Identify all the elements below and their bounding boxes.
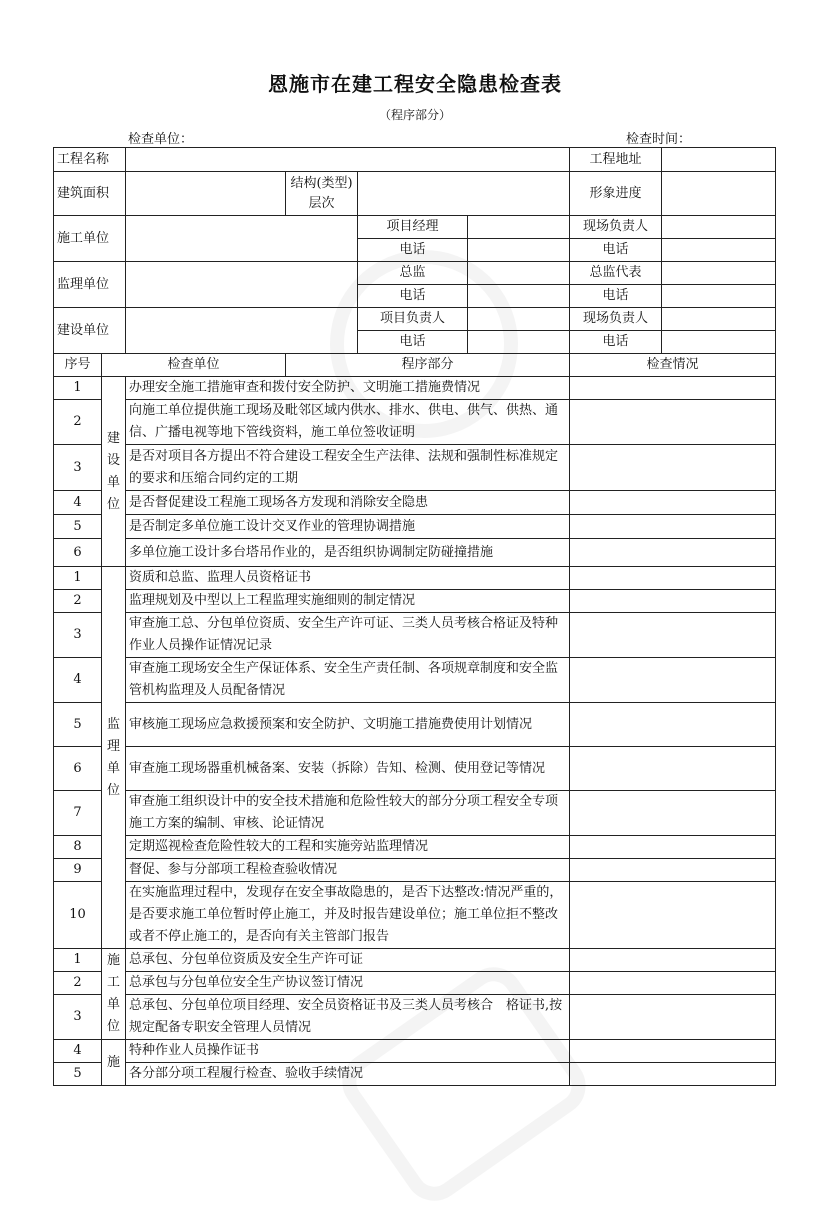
group-label — [102, 377, 126, 567]
check-result-cell[interactable] — [570, 658, 776, 703]
table-row — [54, 590, 776, 613]
check-unit-label: 检查单位： — [128, 132, 194, 147]
row-number: 7 — [54, 791, 102, 836]
project-manager-value[interactable] — [468, 216, 570, 239]
site-leader-label: 现场负责人 — [570, 308, 662, 331]
phone-label: 电话 — [358, 331, 468, 354]
phone-value[interactable] — [662, 285, 776, 308]
project-name-label: 工程名称 — [54, 148, 126, 172]
table-row — [54, 703, 776, 747]
row-number: 1 — [54, 567, 102, 590]
check-result-cell[interactable] — [570, 859, 776, 882]
row-number: 2 — [54, 972, 102, 995]
row-number: 9 — [54, 859, 102, 882]
check-result-cell[interactable] — [570, 445, 776, 491]
phone-label: 电话 — [570, 285, 662, 308]
table-row — [54, 400, 776, 445]
check-item-text: 资质和总监、监理人员资格证书 — [126, 567, 570, 590]
group-label — [102, 1040, 126, 1086]
column-program: 程序部分 — [286, 354, 570, 377]
row-number: 2 — [54, 400, 102, 445]
check-item-text: 各分部分项工程履行检查、验收手续情况 — [126, 1063, 570, 1086]
check-item-text: 审查施工现场安全生产保证体系、安全生产责任制、各项规章制度和安全监管机构监理及人员配备情况 — [126, 658, 570, 703]
table-row — [54, 1040, 776, 1063]
row-number: 3 — [54, 613, 102, 658]
owner-unit-label: 建设单位 — [54, 308, 126, 354]
phone-value[interactable] — [468, 239, 570, 262]
inspection-table — [53, 147, 776, 1086]
row-project-name — [54, 148, 776, 172]
phone-label: 电话 — [570, 239, 662, 262]
row-number: 3 — [54, 445, 102, 491]
check-item-text: 审查施工现场器重机械备案、安装（拆除）告知、检测、使用登记等情况 — [126, 747, 570, 791]
row-number: 4 — [54, 1040, 102, 1063]
group-label — [102, 949, 126, 1040]
site-leader-label: 现场负责人 — [570, 216, 662, 239]
table-row — [54, 1063, 776, 1086]
phone-value[interactable] — [662, 239, 776, 262]
group-label-text: 建设单位 — [106, 430, 120, 512]
row-number: 10 — [54, 882, 102, 949]
check-item-text: 办理安全施工措施审查和拨付安全防护、文明施工措施费情况 — [126, 377, 570, 400]
check-result-cell[interactable] — [570, 515, 776, 539]
check-item-text: 向施工单位提供施工现场及毗邻区域内供水、排水、供电、供气、供热、通信、广播电视等地下管线资料，施工单位签收证明 — [126, 400, 570, 445]
check-result-cell[interactable] — [570, 1040, 776, 1063]
table-row — [54, 836, 776, 859]
row-number: 5 — [54, 1063, 102, 1086]
check-result-cell[interactable] — [570, 882, 776, 949]
check-item-text: 总承包与分包单位安全生产协议签订情况 — [126, 972, 570, 995]
building-area-value[interactable] — [126, 172, 286, 216]
phone-label: 电话 — [358, 239, 468, 262]
project-leader-value[interactable] — [468, 308, 570, 331]
row-number: 5 — [54, 703, 102, 747]
check-result-cell[interactable] — [570, 400, 776, 445]
project-address-label: 工程地址 — [570, 148, 662, 172]
group-label-text: 监理单位 — [106, 716, 120, 798]
row-number: 1 — [54, 949, 102, 972]
page-subtitle: （程序部分） — [378, 108, 451, 122]
phone-label: 电话 — [570, 331, 662, 354]
table-row — [54, 658, 776, 703]
row-number: 8 — [54, 836, 102, 859]
check-item-text: 审查施工组织设计中的安全技术措施和危险性较大的部分分项工程安全专项施工方案的编制、审核、论证情况 — [126, 791, 570, 836]
column-no: 序号 — [54, 354, 102, 377]
construction-unit-value[interactable] — [126, 216, 358, 262]
chief-rep-label: 总监代表 — [570, 262, 662, 285]
project-name-value[interactable] — [126, 148, 570, 172]
check-item-text: 监理规划及中型以上工程监理实施细则的制定情况 — [126, 590, 570, 613]
row-number: 2 — [54, 590, 102, 613]
construction-unit-label: 施工单位 — [54, 216, 126, 262]
row-number: 5 — [54, 515, 102, 539]
chief-rep-value[interactable] — [662, 262, 776, 285]
structure-label: 结构(类型)层次 — [286, 172, 358, 216]
check-item-text: 总承包、分包单位项目经理、安全员资格证书及三类人员考核合 格证书,按规定配备专职安全管理人员情况 — [126, 995, 570, 1040]
column-result: 检查情况 — [570, 354, 776, 377]
table-row — [54, 613, 776, 658]
check-result-cell[interactable] — [570, 703, 776, 747]
owner-unit-value[interactable] — [126, 308, 358, 354]
check-item-text: 在实施监理过程中，发现存在安全事故隐患的，是否下达整改:情况严重的，是否要求施工单位暂时停止施工，并及时报告建设单位；施工单位拒不整改或者不停止施工的，是否向有关主管部门报告 — [126, 882, 570, 949]
row-building-area — [54, 172, 776, 216]
project-leader-label: 项目负责人 — [358, 308, 468, 331]
check-item-text: 总承包、分包单位资质及安全生产许可证 — [126, 949, 570, 972]
check-item-text: 是否督促建设工程施工现场各方发现和消除安全隐患 — [126, 491, 570, 515]
column-header-row — [54, 354, 776, 377]
row-owner-unit — [54, 308, 776, 331]
group-label-text: 施 — [106, 1054, 120, 1070]
check-result-cell[interactable] — [570, 567, 776, 590]
check-result-cell[interactable] — [570, 613, 776, 658]
check-result-cell[interactable] — [570, 995, 776, 1040]
table-row — [54, 747, 776, 791]
table-row — [54, 377, 776, 400]
check-result-cell[interactable] — [570, 836, 776, 859]
group-label — [102, 567, 126, 949]
row-number: 4 — [54, 491, 102, 515]
check-result-cell[interactable] — [570, 1063, 776, 1086]
check-item-text: 督促、参与分部项工程检查验收情况 — [126, 859, 570, 882]
check-result-cell[interactable] — [570, 491, 776, 515]
row-construction-unit — [54, 216, 776, 239]
check-item-text: 多单位施工设计多台塔吊作业的，是否组织协调制定防碰撞措施 — [126, 539, 570, 567]
table-row — [54, 949, 776, 972]
check-item-text: 审查施工总、分包单位资质、安全生产许可证、三类人员考核合格证及特种作业人员操作证情况记录 — [126, 613, 570, 658]
project-address-value[interactable] — [662, 148, 776, 172]
table-row — [54, 567, 776, 590]
table-row — [54, 882, 776, 949]
supervision-unit-value[interactable] — [126, 262, 358, 308]
check-result-cell[interactable] — [570, 791, 776, 836]
phone-label: 电话 — [358, 285, 468, 308]
table-row — [54, 995, 776, 1040]
row-supervision-unit — [54, 262, 776, 285]
check-result-cell[interactable] — [570, 377, 776, 400]
table-row — [54, 972, 776, 995]
check-result-cell[interactable] — [570, 539, 776, 567]
chief-supervisor-label: 总监 — [358, 262, 468, 285]
table-row — [54, 859, 776, 882]
table-row — [54, 515, 776, 539]
row-number: 6 — [54, 539, 102, 567]
check-result-cell[interactable] — [570, 747, 776, 791]
table-row — [54, 445, 776, 491]
row-number: 1 — [54, 377, 102, 400]
check-item-text: 是否对项目各方提出不符合建设工程安全生产法律、法规和强制性标准规定的要求和压缩合同约定的工期 — [126, 445, 570, 491]
site-leader-value[interactable] — [662, 308, 776, 331]
check-result-cell[interactable] — [570, 949, 776, 972]
building-area-label: 建筑面积 — [54, 172, 126, 216]
table-row — [54, 491, 776, 515]
check-item-text: 是否制定多单位施工设计交叉作业的管理协调措施 — [126, 515, 570, 539]
check-time-label: 检查时间： — [626, 132, 692, 147]
project-manager-label: 项目经理 — [358, 216, 468, 239]
table-row — [54, 539, 776, 567]
row-number: 6 — [54, 747, 102, 791]
check-result-cell[interactable] — [570, 590, 776, 613]
check-item-text: 特种作业人员操作证书 — [126, 1040, 570, 1063]
page-title: 恩施市在建工程安全隐患检查表 — [268, 72, 562, 96]
table-row — [54, 791, 776, 836]
site-leader-value[interactable] — [662, 216, 776, 239]
phone-value[interactable] — [468, 331, 570, 354]
row-number: 3 — [54, 995, 102, 1040]
column-unit: 检查单位 — [102, 354, 286, 377]
phone-value[interactable] — [468, 285, 570, 308]
row-number: 4 — [54, 658, 102, 703]
group-label-text: 施工单位 — [106, 953, 120, 1034]
check-item-text: 定期巡视检查危险性较大的工程和实施旁站监理情况 — [126, 836, 570, 859]
supervision-unit-label: 监理单位 — [54, 262, 126, 308]
progress-value[interactable] — [662, 172, 776, 216]
structure-value[interactable] — [358, 172, 570, 216]
check-result-cell[interactable] — [570, 972, 776, 995]
progress-label: 形象进度 — [570, 172, 662, 216]
check-item-text: 审核施工现场应急救援预案和安全防护、文明施工措施费使用计划情况 — [126, 703, 570, 747]
phone-value[interactable] — [662, 331, 776, 354]
chief-supervisor-value[interactable] — [468, 262, 570, 285]
